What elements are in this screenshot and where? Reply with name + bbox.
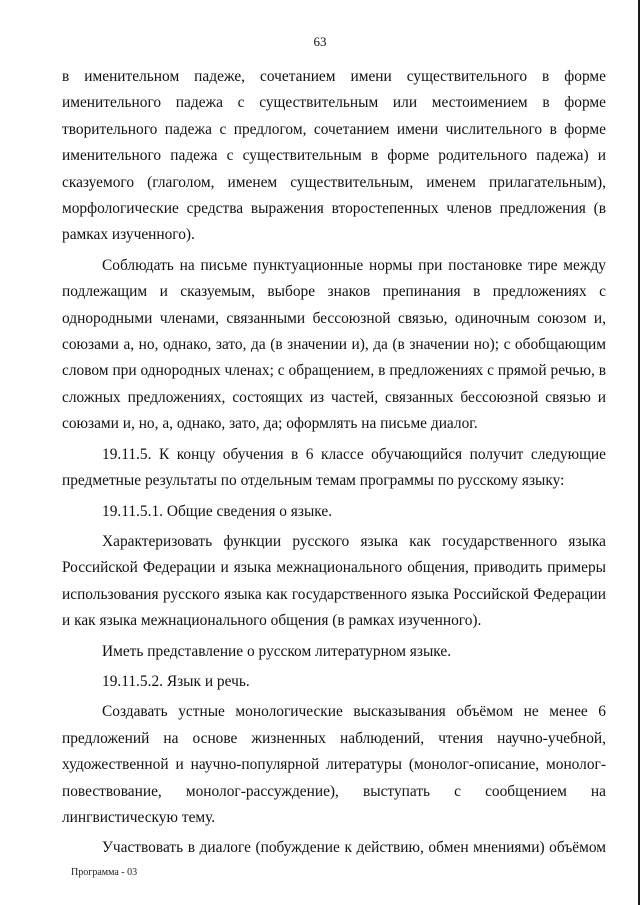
paragraph-literary-language: Иметь представление о русском литературном языке. bbox=[102, 642, 452, 660]
paragraph-language-functions: Характеризовать функции русского языка как государственного языка Российской Федерации и языка межнационального общения, приводить примеры использования русского языка как государственного языка Российской Федерации и как языка межнационального общения (в рамках изученного). bbox=[62, 532, 606, 630]
paragraph-punctuation-norms: Соблюдать на письме пунктуационные нормы при постановке тире между подлежащим и сказуемым, выборе знаков препинания в предложениях с однородными членами, связанными бессоюзной связью, одиночным союзом и, союзами а, но, однако, зато, да (в значении и), да (в значении но); с обобщающим словом при однородных членах; с обращением, в предложениях с прямой речью, в сложных предложениях, состоящих из частей, связанных бессоюзной связью и союзами и, но, а, однако, зато, да; оформлять на письме диалог. bbox=[62, 256, 606, 433]
body-text bbox=[62, 64, 606, 862]
paragraph-dialogue: Участвовать в диалоге (побуждение к действию, обмен мнениями) объёмом bbox=[102, 839, 606, 857]
page-footer: Программа - 03 bbox=[71, 867, 138, 878]
paragraph-continuation: в именительном падеже, сочетанием имени существительного в форме именительного падежа с существительным или местоимением в форме творительного падежа с предлогом, сочетанием имени числительного в форме именительного падежа с существительным в форме родительного падежа) и сказуемого (глаголом, именем существительным, именем прилагательным), морфологические средства выражения второстепенных членов предложения (в рамках изученного). bbox=[62, 68, 606, 244]
heading-19-11-5-2: 19.11.5.2. Язык и речь. bbox=[102, 672, 250, 690]
heading-19-11-5-1: 19.11.5.1. Общие сведения о языке. bbox=[102, 502, 333, 520]
paragraph-section-19-11-5: 19.11.5. К концу обучения в 6 классе обучающийся получит следующие предметные результаты по отдельным темам программы по русскому языку: bbox=[62, 445, 606, 490]
page-number: 63 bbox=[313, 34, 327, 49]
paragraph-monologues: Создавать устные монологические высказывания объёмом не менее 6 предложений на основе жизненных наблюдений, чтения научно-учебной, художественной и научно-популярной литературы (монолог-описание, монолог-повествование, монолог-рассуждение), выступать с сообщением на лингвистическую тему. bbox=[62, 703, 606, 826]
